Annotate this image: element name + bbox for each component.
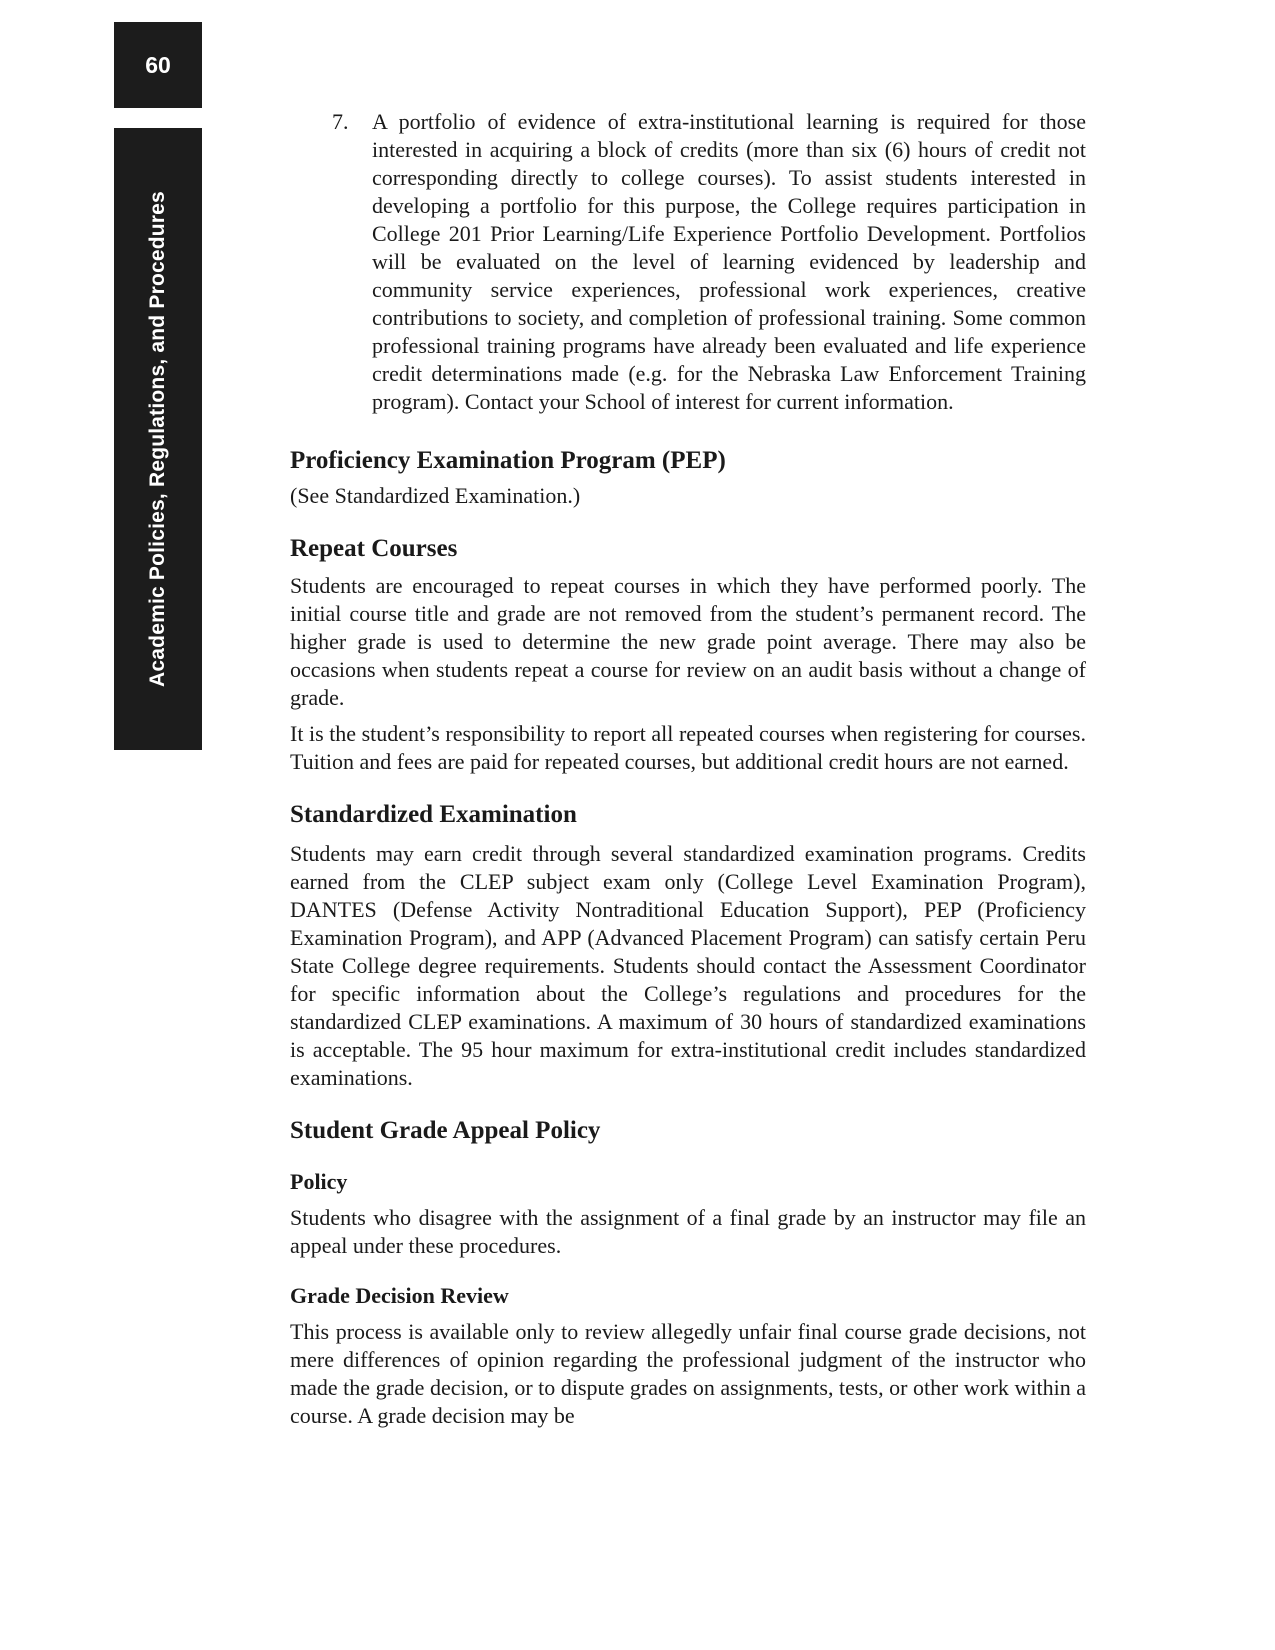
repeat-courses-paragraph-2: It is the student’s responsibility to report all repeated courses when registering for courses. Tuition and fees are paid for repeated courses, but additional credit hours are not earned. [290,721,1086,774]
standardized-exam-heading: Standardized Examination [290,801,577,828]
grade-appeal-heading: Student Grade Appeal Policy [290,1117,601,1144]
pep-text: (See Standardized Examination.) [290,483,581,508]
repeat-courses-paragraph-1: Students are encouraged to repeat courses in which they have performed poorly. The initial course title and grade are not removed from the student’s permanent record. The higher grade is used to determine the new grade point average. There may also be occasions when students repeat a course for review on an audit basis without a change of grade. [290,573,1086,710]
section-tab-label: Academic Policies, Regulations, and Procedures [146,191,169,687]
item-7-text: A portfolio of evidence of extra-institutional learning is required for those interested in acquiring a block of credits (more than six (6) hours of credit not corresponding directly to college courses). To assist students interested in developing a portfolio for this purpose, the College requires participation in College 201 Prior Learning/Life Experience Portfolio Development. Portfolios will be evaluated on the level of learning evidenced by leadership and community service experiences, professional work experiences, creative contributions to society, and completion of professional training. Some common professional training programs have already been evaluated and life experience credit determinations made (e.g. for the Nebraska Law Enforcement Training program). Contact your School of interest for current information. [372,109,1086,414]
page-content [290,108,1086,1430]
page-number-tab [114,22,202,108]
policy-subheading: Policy [290,1169,348,1194]
section-side-tab [114,128,202,750]
policy-paragraph: Students who disagree with the assignment of a final grade by an instructor may file an appeal under these procedures. [290,1205,1086,1258]
item-number: 7. [332,109,349,134]
grade-decision-review-subheading: Grade Decision Review [290,1283,509,1308]
pep-heading: Proficiency Examination Program (PEP) [290,447,726,474]
repeat-courses-heading: Repeat Courses [290,535,458,562]
standardized-exam-paragraph: Students may earn credit through several standardized examination programs. Credits earned from the CLEP subject exam only (College Level Examination Program), DANTES (Defense Activity Nontraditional Education Support), PEP (Proficiency Examination Program), and APP (Advanced Placement Program) can satisfy certain Peru State College degree requirements. Students should contact the Assessment Coordinator for specific information about the College’s regulations and procedures for the standardized CLEP examinations. A maximum of 30 hours of standardized examinations is acceptable. The 95 hour maximum for extra-institutional credit includes standardized examinations. [290,841,1086,1090]
page-number: 60 [145,51,171,78]
numbered-item-7 [332,108,1086,416]
grade-decision-review-paragraph: This process is available only to review allegedly unfair final course grade decisions, not mere differences of opinion regarding the professional judgment of the instructor who made the grade decision, or to dispute grades on assignments, tests, or other work within a course. A grade decision may be [290,1319,1086,1428]
